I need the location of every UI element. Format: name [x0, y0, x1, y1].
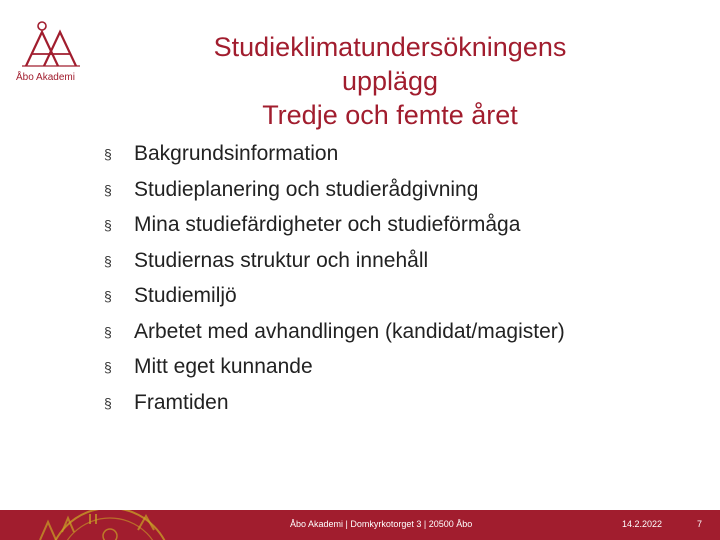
title-line-3: Tredje och femte året	[262, 100, 518, 130]
footer-bar	[0, 510, 720, 540]
bullet-text: Studiemiljö	[134, 284, 237, 307]
bullet-marker: §	[104, 252, 112, 269]
slide-title	[140, 30, 640, 132]
bullet-item	[100, 282, 565, 318]
bullet-marker: §	[104, 146, 112, 162]
bullet-marker: §	[104, 323, 112, 340]
bullet-text: Framtiden	[134, 390, 229, 414]
bullet-item	[100, 318, 565, 354]
footer-date: 14.2.2022	[622, 519, 663, 529]
title-line-2: upplägg	[341, 66, 439, 96]
bullet-marker: §	[104, 394, 112, 411]
bullet-text: Studiernas struktur och innehåll	[134, 248, 429, 272]
bullet-item	[100, 140, 565, 176]
bullet-text: Arbetet med avhandlingen (kandidat/magister)	[134, 319, 565, 343]
logo-text: Åbo Akademi	[16, 72, 75, 83]
page-number: 7	[697, 519, 703, 529]
bullet-item	[100, 353, 565, 389]
bullet-item	[100, 176, 565, 212]
bullet-item	[100, 211, 565, 247]
bullet-marker: §	[104, 217, 112, 233]
bullet-marker: §	[104, 359, 112, 375]
footer-address: Åbo Akademi | Domkyrkotorget 3 | 20500 Åbo	[290, 519, 473, 529]
bullet-marker: §	[104, 288, 112, 304]
bullet-text: Studieplanering och studierådgivning	[134, 177, 479, 201]
bullet-marker: §	[104, 181, 112, 198]
bullet-text: Mina studiefärdigheter och studieförmåga	[134, 213, 521, 236]
bullet-item	[100, 389, 565, 425]
bullet-list	[100, 140, 565, 424]
title-line-1: Studieklimatundersökningens	[213, 32, 567, 62]
university-seal-icon	[20, 510, 200, 540]
bullet-text: Bakgrundsinformation	[134, 142, 339, 165]
bullet-item	[100, 247, 565, 283]
bullet-text: Mitt eget kunnande	[134, 355, 313, 378]
